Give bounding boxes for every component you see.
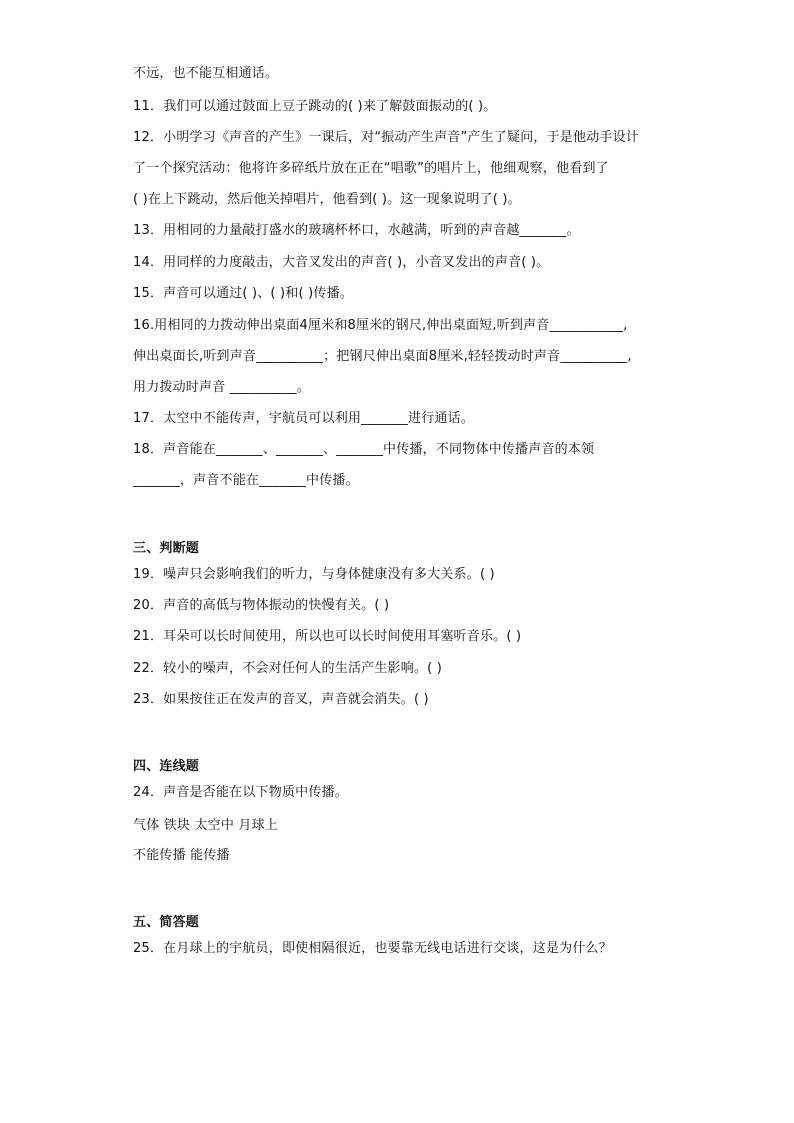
question-16-line-2: 伸出桌面长,听到声音__________；把钢尺伸出桌面8厘米,轻轻拨动时声音__________, — [133, 349, 632, 364]
question-20: 20．声音的高低与物体振动的快慢有关。( ) — [133, 598, 390, 613]
question-14: 14．用同样的力度敲击，大音叉发出的声音( )，小音叉发出的声音( )。 — [133, 255, 550, 270]
question-21: 21．耳朵可以长时间使用，所以也可以长时间使用耳塞听音乐。( ) — [133, 629, 522, 644]
question-13: 13．用相同的力量敲打盛水的玻璃杯杯口，水越满，听到的声音越_______。 — [133, 223, 580, 238]
question-17: 17．太空中不能传声，宇航员可以利用_______进行通话。 — [133, 411, 475, 426]
question-11: 11．我们可以通过鼓面上豆子跳动的( )来了解鼓面振动的( )。 — [133, 99, 497, 114]
question-24: 24．声音是否能在以下物质中传播。 — [133, 785, 348, 800]
question-19: 19．噪声只会影响我们的听力，与身体健康没有多大关系。( ) — [133, 567, 495, 582]
text-line-continuation: 不远，也不能互相通话。 — [133, 66, 279, 81]
question-25: 25．在月球上的宇航员，即使相隔很近，也要靠无线电话进行交谈，这是为什么？ — [133, 941, 612, 956]
section-heading-matching: 四、连线题 — [133, 759, 200, 774]
question-16-line-1: 16.用相同的力拨动伸出桌面4厘米和8厘米的钢尺,伸出桌面短,听到声音___________, — [133, 318, 628, 333]
matching-options-row: 不能传播 能传播 — [133, 848, 230, 863]
question-22: 22．较小的噪声，不会对任何人的生活产生影响。( ) — [133, 661, 443, 676]
question-12-line-3: ( )在上下跳动，然后他关掉唱片，他看到( )。这一现象说明了( )。 — [133, 192, 521, 207]
question-18-line-1: 18．声音能在_______、_______、_______中传播，不同物体中传播声音的本领 — [133, 442, 595, 457]
question-23: 23．如果按住正在发声的音叉，声音就会消失。( ) — [133, 692, 429, 707]
section-heading-short-answer: 五、简答题 — [133, 915, 200, 930]
question-16-line-3: 用力拨动时声音 __________。 — [133, 380, 310, 395]
question-18-line-2: _______，声音不能在_______中传播。 — [133, 473, 359, 488]
question-12-line-2: 了一个探究活动：他将许多碎纸片放在正在“唱歌”的唱片上，他细观察，他看到了 — [133, 161, 609, 176]
question-12-line-1: 12．小明学习《声音的产生》一课后，对“振动产生声音”产生了疑问，于是他动手设计 — [133, 130, 640, 145]
matching-items-row: 气体 铁块 太空中 月球上 — [133, 818, 278, 833]
question-15: 15．声音可以通过( )、( )和( )传播。 — [133, 286, 353, 301]
section-heading-judgment: 三、判断题 — [133, 541, 200, 556]
